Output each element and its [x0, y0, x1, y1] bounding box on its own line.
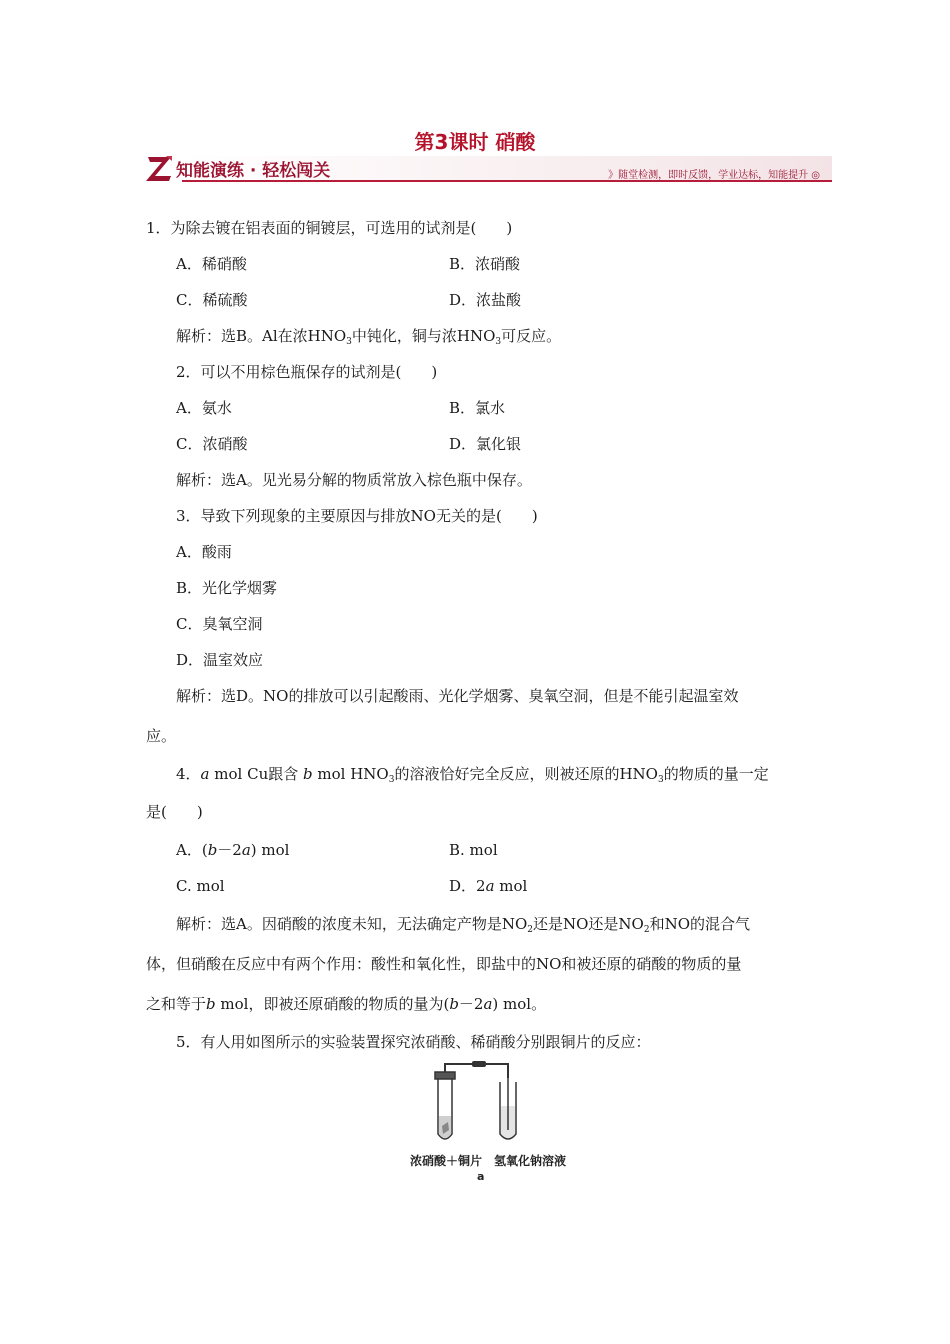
q1-option-c: C．稀硫酸 — [176, 291, 248, 309]
q4-option-b: B. mol — [449, 841, 498, 859]
q3-option-b: B．光化学烟雾 — [176, 579, 278, 597]
section-banner — [142, 150, 832, 188]
q4-answer-line1: 解析：选A。因硝酸的浓度未知，无法确定产物是$NO_2$还是NO还是$NO_2$和NO的混合气 — [176, 915, 751, 935]
q3-option-d: D．温室效应 — [176, 651, 264, 669]
q1-option-d: D．浓盐酸 — [449, 291, 522, 309]
q4-answer-line2: 体，但硝酸在反应中有两个作用：酸性和氧化性，即盐中的NO和被还原的硝酸的物质的量 — [146, 955, 742, 973]
figure-label-left: 浓硝酸＋铜片 — [410, 1154, 483, 1168]
q2-answer: 解析：选A。见光易分解的物质常放入棕色瓶中保存。 — [176, 471, 532, 489]
page-title: 第3课时 硝酸 — [414, 130, 536, 154]
q5-stem: 5．有人用如图所示的实验装置探究浓硝酸、稀硝酸分别跟铜片的反应： — [176, 1033, 651, 1051]
q4-option-a: A．(b－2a) mol — [176, 841, 290, 859]
q1-answer: 解析：选B。Al在浓$HNO_3$中钝化，铜与浓$HNO_3$可反应。 — [176, 327, 562, 347]
q3-stem: 3．导致下列现象的主要原因与排放NO无关的是( ) — [176, 507, 538, 525]
q3-option-a: A．酸雨 — [176, 543, 232, 561]
q3-answer-line2: 应。 — [146, 727, 177, 745]
q2-stem: 2．可以不用棕色瓶保存的试剂是( ) — [176, 363, 438, 381]
q1-option-b: B．浓硝酸 — [449, 255, 521, 273]
q2-option-b: B．氯水 — [449, 399, 506, 417]
q2-option-c: C．浓硝酸 — [176, 435, 248, 453]
q4-option-d: D．2a mol — [449, 877, 528, 895]
q4-answer-line3: 之和等于b mol，即被还原硝酸的物质的量为(b－2a) mol。 — [146, 995, 547, 1013]
q4-stem-line2: 是( ) — [146, 803, 203, 821]
banner-title: 知能演练 · 轻松闯关 — [176, 161, 331, 181]
q2-option-d: D．氯化银 — [449, 435, 522, 453]
q3-option-c: C．臭氧空洞 — [176, 615, 263, 633]
figure-caption: a — [477, 1170, 485, 1183]
banner-logo-icon — [144, 152, 176, 184]
q4-stem-line1: 4．a mol Cu跟含 b mol $HNO_3$的溶液恰好完全反应，则被还原的$HNO_3$的物质的量一定 — [176, 765, 769, 785]
tube-clamp — [472, 1061, 486, 1067]
figure-label-right: 氢氧化钠溶液 — [494, 1154, 567, 1168]
q3-answer-line1: 解析：选D。NO的排放可以引起酸雨、光化学烟雾、臭氧空洞，但是不能引起温室效 — [176, 687, 739, 705]
q2-option-a: A．氨水 — [176, 399, 232, 417]
experiment-apparatus-figure — [420, 1060, 540, 1150]
q4-option-c: C. mol — [176, 877, 225, 895]
q1-option-a: A．稀硝酸 — [176, 255, 247, 273]
q1-stem: 1．为除去镀在铝表面的铜镀层，可选用的试剂是( ) — [146, 219, 513, 237]
banner-tagline: 》随堂检测，即时反馈，学业达标，知能提升 ◎ — [608, 170, 820, 181]
